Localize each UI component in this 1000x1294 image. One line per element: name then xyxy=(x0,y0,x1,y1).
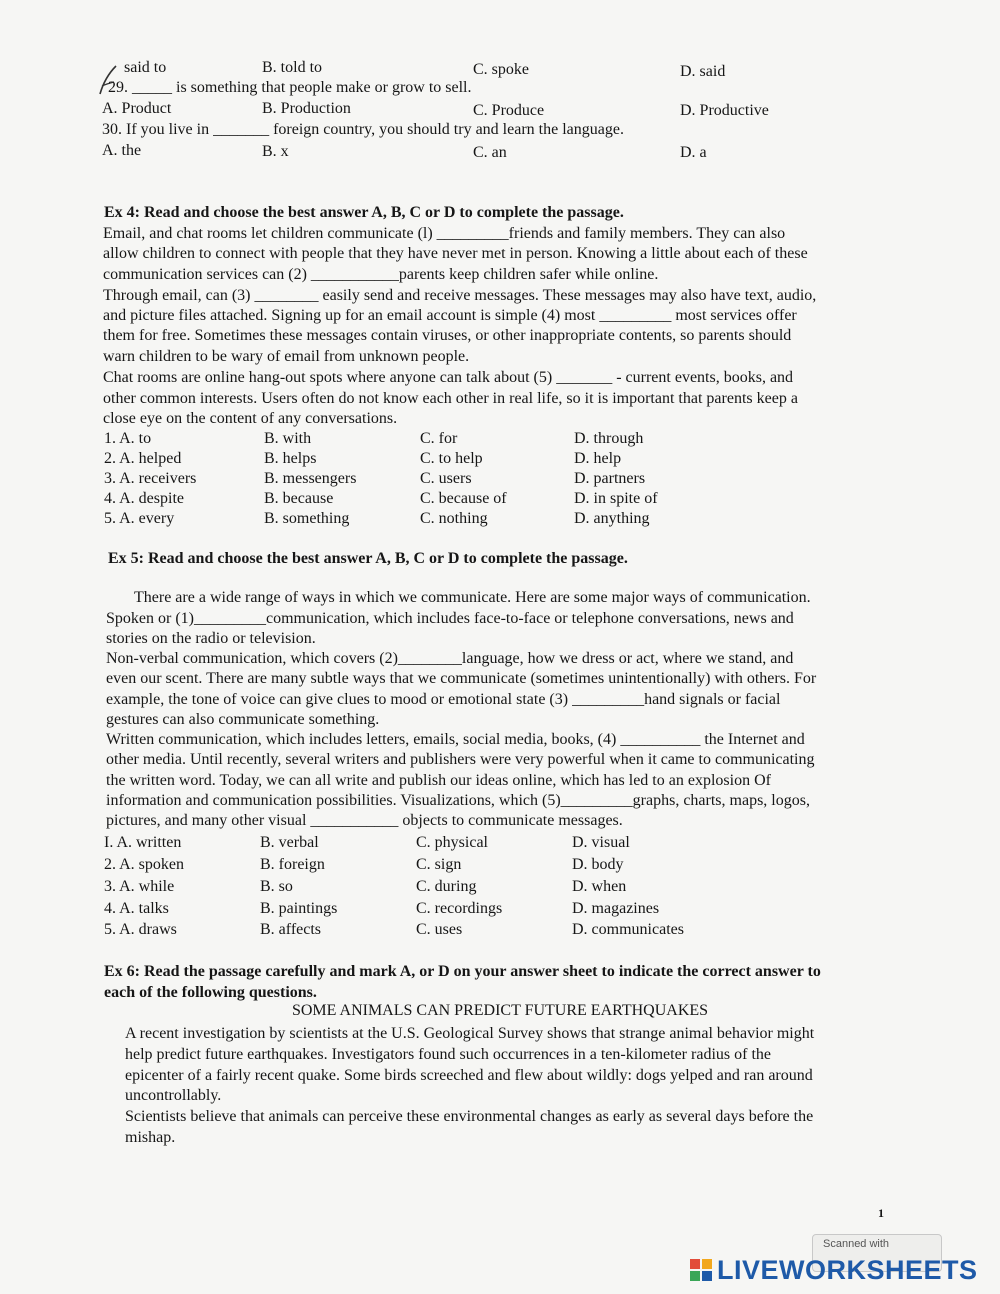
passage-line: help predict future earthquakes. Investigators found such occurrences in a ten-kilometer radius of the xyxy=(125,1046,771,1063)
option-c: C. because of xyxy=(420,490,507,507)
option-a: 5. A. draws xyxy=(104,921,177,938)
ex5-heading: Ex 5: Read and choose the best answer A, B, C or D to complete the passage. xyxy=(108,550,628,567)
ex6-passage-title: SOME ANIMALS CAN PREDICT FUTURE EARTHQUAKES xyxy=(291,1002,709,1019)
option-a: 1. A. to xyxy=(104,430,152,447)
option-d: D. Productive xyxy=(680,102,769,119)
option-b: B. x xyxy=(262,143,289,160)
passage-line: information and communication possibilities. Visualizations, which (5)_________graphs, charts, maps, logos, xyxy=(106,792,810,809)
option-c: C. an xyxy=(473,144,507,161)
option-b: B. so xyxy=(260,878,293,895)
question-30: 30. If you live in _______ foreign country, you should try and learn the language. xyxy=(102,121,624,138)
option-d: D. visual xyxy=(572,834,630,851)
passage-line: warn children to be wary of email from unknown people. xyxy=(103,348,470,365)
passage-line: even our scent. There are many subtle ways that we communicate (sometimes unintentionally) with others. For xyxy=(106,670,817,687)
option-d: D. body xyxy=(572,856,624,873)
passage-line: other common interests. Users often do not know each other in real life, so it is important that parents keep a xyxy=(103,390,798,407)
ex4-heading: Ex 4: Read and choose the best answer A, B, C or D to complete the passage. xyxy=(104,204,624,221)
page-number: 1 xyxy=(878,1206,884,1220)
passage-line: gestures can also communicate something. xyxy=(106,711,380,728)
passage-line: pictures, and many other visual ___________ objects to communicate messages. xyxy=(106,812,623,829)
option-a: 4. A. talks xyxy=(104,900,169,917)
passage-line: epicenter of a fairly recent quake. Some birds screeched and flew about wildly: dogs yelped and ran around xyxy=(125,1067,813,1084)
option-a: 2. A. helped xyxy=(104,450,182,467)
option-d: D. partners xyxy=(574,470,646,487)
passage-line: the written word. Today, we can all write and publish our ideas online, which has led to an explosion Of xyxy=(106,772,771,789)
passage-line: allow children to connect with people that they have never met in person. Knowing a little about each of these xyxy=(103,245,808,262)
option-d: D. communicates xyxy=(572,921,684,938)
passage-line: Chat rooms are online hang-out spots where anyone can talk about (5) _______ - current events, books, and xyxy=(103,369,794,386)
option-c: C. nothing xyxy=(420,510,488,527)
passage-line: stories on the radio or television. xyxy=(106,630,316,647)
option-b: B. something xyxy=(264,510,350,527)
option-d: D. through xyxy=(574,430,644,447)
option-a: said to xyxy=(124,59,167,76)
option-b: B. affects xyxy=(260,921,322,938)
passage-line: There are a wide range of ways in which we communicate. Here are some major ways of communication. xyxy=(134,589,811,606)
scanned-with-label: Scanned with xyxy=(823,1238,890,1250)
option-d: D. in spite of xyxy=(574,490,658,507)
option-a: A. the xyxy=(102,142,142,159)
passage-line: Spoken or (1)_________communication, which includes face-to-face or telephone conversations, news and xyxy=(106,610,794,627)
ex6-heading-line: Ex 6: Read the passage carefully and mark A, or D on your answer sheet to indicate the correct answer to xyxy=(104,963,821,980)
question-29: 29. _____ is something that people make or grow to sell. xyxy=(108,79,472,96)
passage-line: Scientists believe that animals can perceive these environmental changes as early as several days before the xyxy=(125,1108,814,1125)
passage-line: example, the tone of voice can give clues to mood or emotional state (3) _________hand signals or facial xyxy=(106,691,781,708)
option-a: 4. A. despite xyxy=(104,490,184,507)
option-c: C. uses xyxy=(416,921,463,938)
option-a: 3. A. while xyxy=(104,878,175,895)
passage-line: mishap. xyxy=(125,1129,176,1146)
passage-line: Written communication, which includes letters, emails, social media, books, (4) __________ the Internet and xyxy=(106,731,805,748)
passage-line: and picture files attached. Signing up for an email account is simple (4) most _________ most services offer xyxy=(103,307,797,324)
option-a: 3. A. receivers xyxy=(104,470,197,487)
option-c: C. sign xyxy=(416,856,462,873)
option-c: C. Produce xyxy=(473,102,545,119)
option-d: D. help xyxy=(574,450,622,467)
option-c: C. physical xyxy=(416,834,488,851)
option-a: 2. A. spoken xyxy=(104,856,184,873)
option-b: B. with xyxy=(264,430,312,447)
passage-line: A recent investigation by scientists at the U.S. Geological Survey shows that strange animal behavior might xyxy=(125,1025,815,1042)
option-b: B. verbal xyxy=(260,834,319,851)
passage-line: communication services can (2) ___________parents keep children safer while online. xyxy=(103,266,659,283)
option-a: 5. A. every xyxy=(104,510,175,527)
passage-line: them for free. Sometimes these messages contain viruses, or other inappropriate contents, so parents should xyxy=(103,327,792,344)
option-c: C. for xyxy=(420,430,458,447)
option-b: B. messengers xyxy=(264,470,357,487)
option-b: B. helps xyxy=(264,450,317,467)
option-a: I. A. written xyxy=(104,834,182,851)
option-b: B. Production xyxy=(262,100,351,117)
option-b: B. told to xyxy=(262,59,323,76)
option-b: B. paintings xyxy=(260,900,338,917)
passage-line: Through email, can (3) ________ easily send and receive messages. These messages may also have text, audio, xyxy=(103,287,817,304)
passage-line: close eye on the content of any conversations. xyxy=(103,410,398,427)
option-c: C. users xyxy=(420,470,472,487)
option-b: B. foreign xyxy=(260,856,325,873)
option-d: D. when xyxy=(572,878,627,895)
option-c: C. recordings xyxy=(416,900,503,917)
option-a: A. Product xyxy=(102,100,172,117)
option-c: C. to help xyxy=(420,450,483,467)
option-b: B. because xyxy=(264,490,334,507)
option-c: C. during xyxy=(416,878,477,895)
option-d: D. said xyxy=(680,63,726,80)
liveworksheets-brand: LIVEWORKSHEETS xyxy=(717,1255,978,1285)
passage-line: other media. Until recently, several writers and publishers were very powerful when it came to communicating xyxy=(106,751,815,768)
passage-line: uncontrollably. xyxy=(125,1087,222,1104)
liveworksheets-logo-icon xyxy=(690,1259,712,1281)
passage-line: Email, and chat rooms let children communicate (l) _________friends and family members. They can also xyxy=(103,225,786,242)
option-d: D. anything xyxy=(574,510,650,527)
option-d: D. a xyxy=(680,144,707,161)
passage-line: Non-verbal communication, which covers (2)________language, how we dress or act, where we stand, and xyxy=(106,650,794,667)
option-c: C. spoke xyxy=(473,61,529,78)
option-d: D. magazines xyxy=(572,900,660,917)
ex6-heading-line: each of the following questions. xyxy=(104,984,317,1001)
